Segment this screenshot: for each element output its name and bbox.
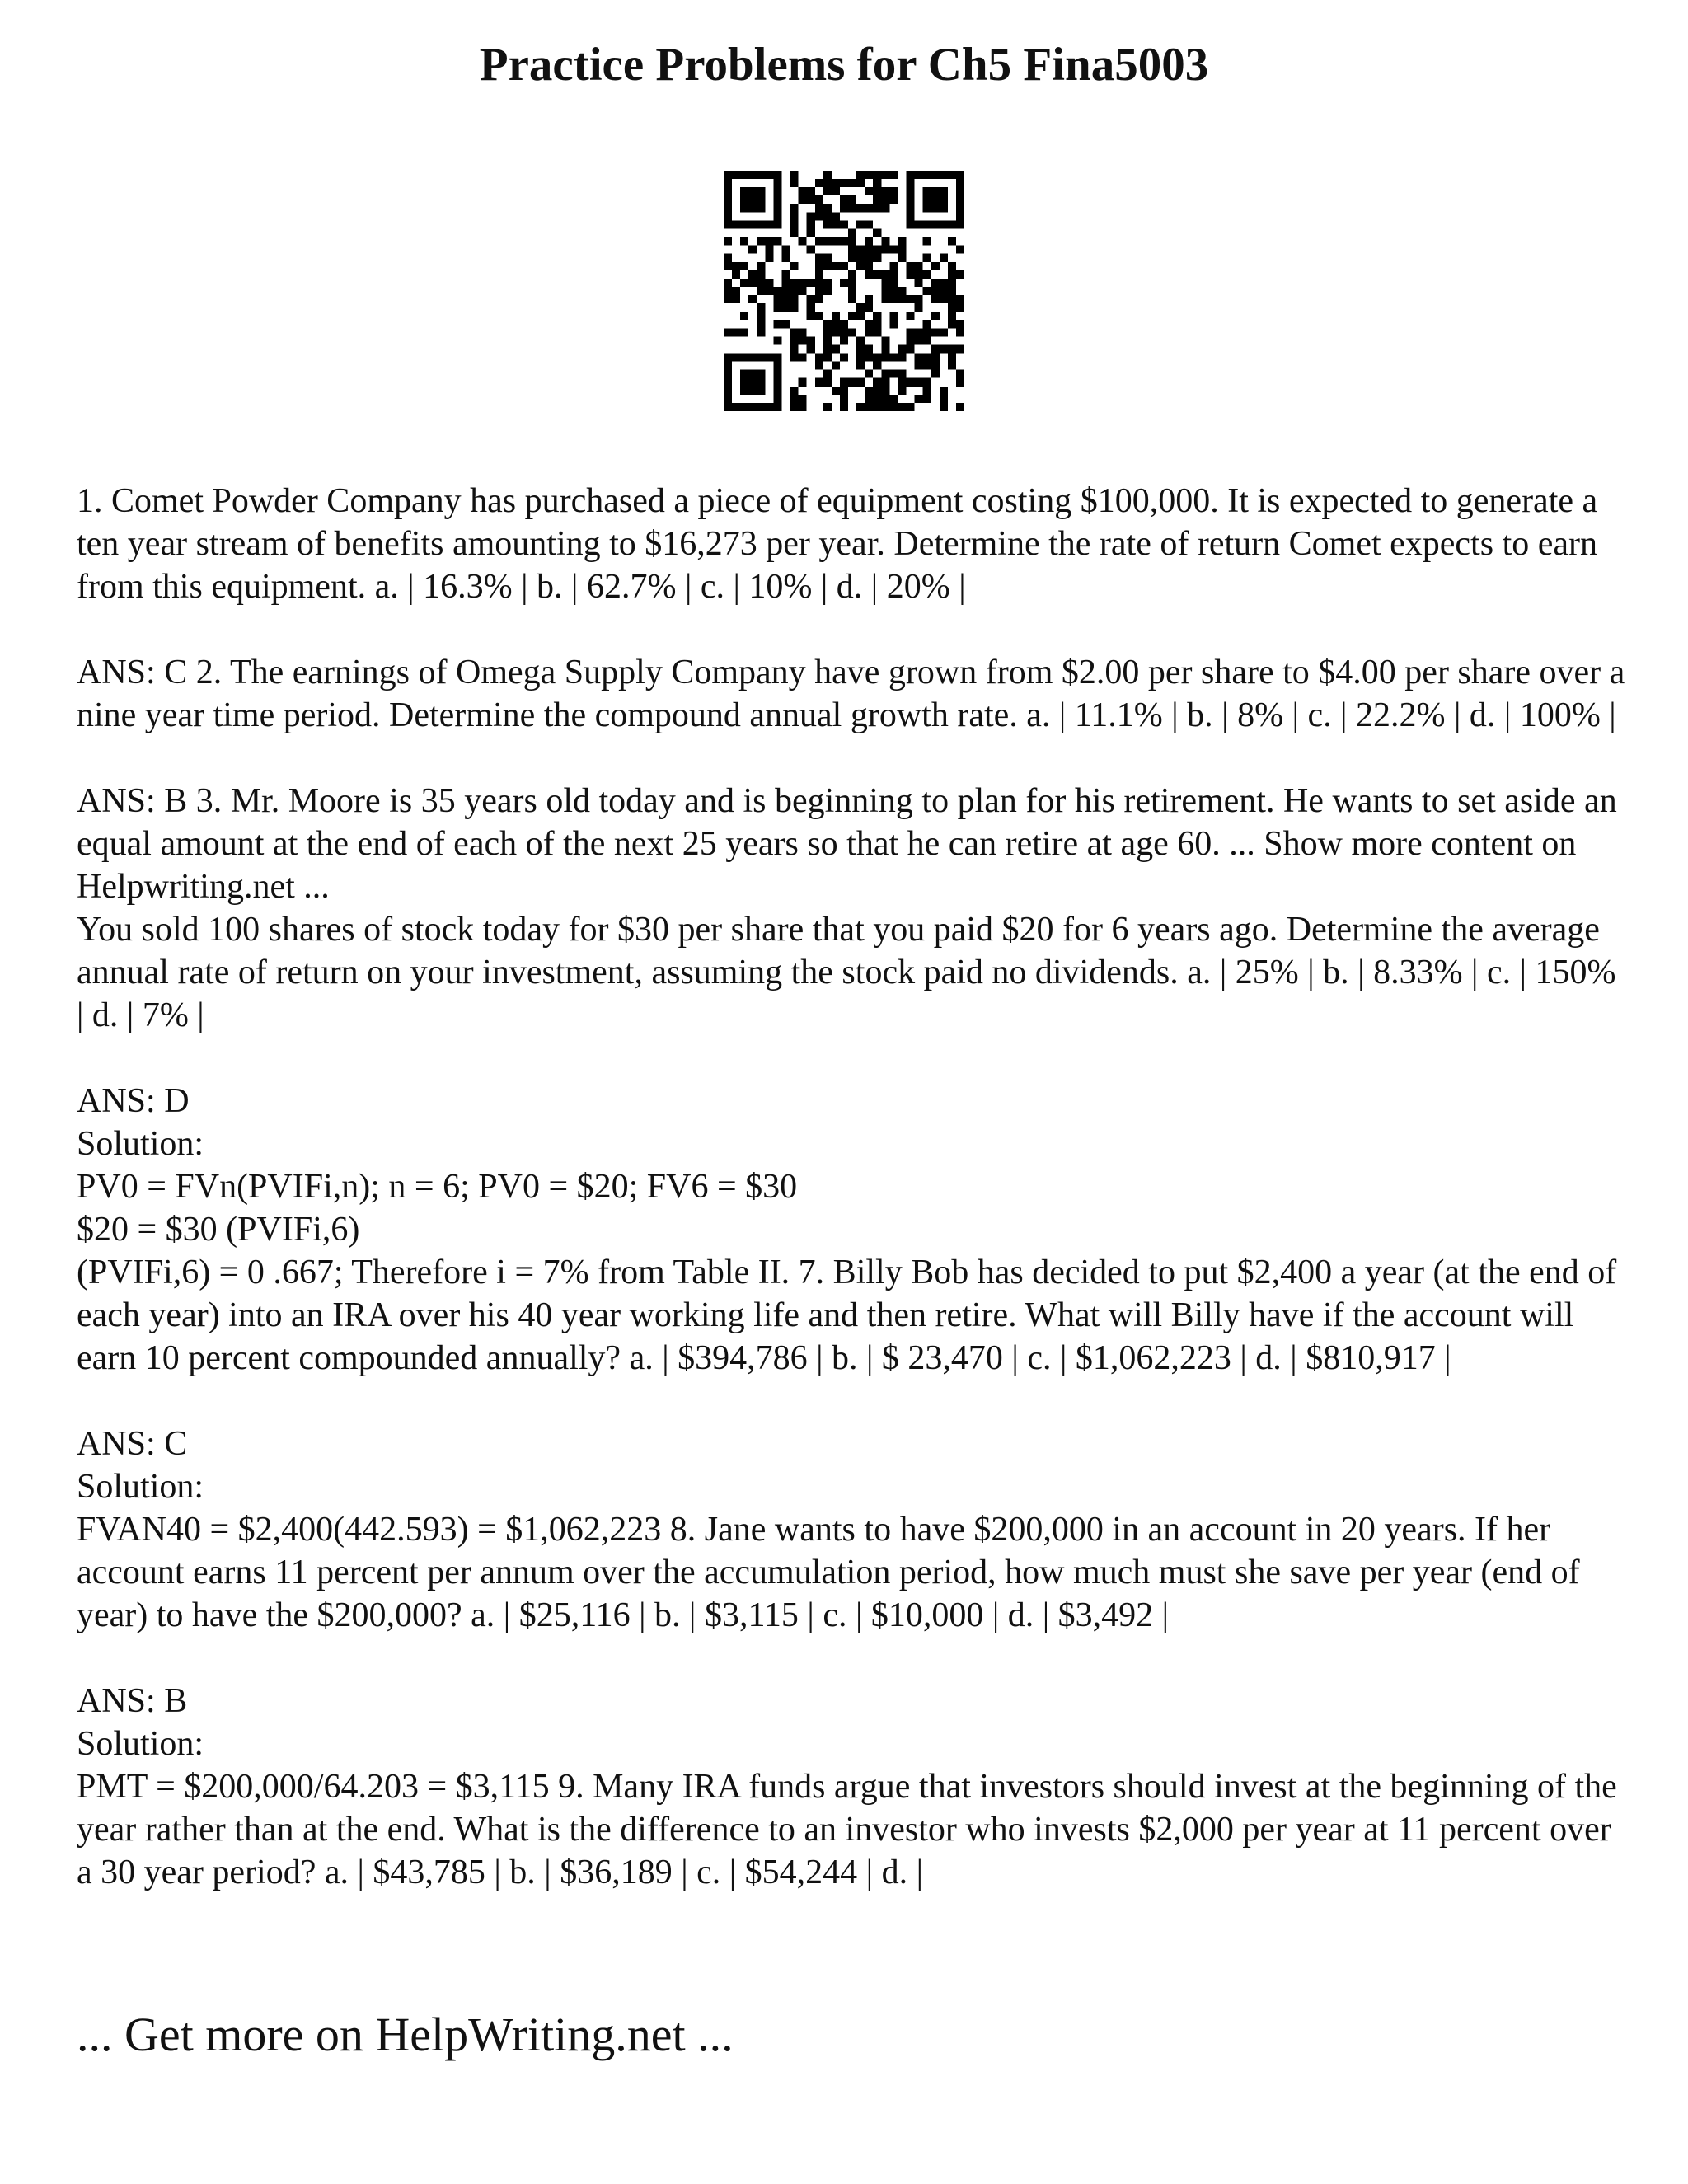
document-body [77, 480, 1626, 1937]
answer-label: ANS: B [77, 1682, 188, 1720]
solution-label: Solution: [77, 1125, 204, 1163]
solution-line: PV0 = FVn(PVIFi,n); n = 6; PV0 = $20; FV6 = $30 [77, 1168, 798, 1206]
question-stock-paragraph: You sold 100 shares of stock today for $30 per share that you paid $20 for 6 years ago. Determine the average annual rate of return on your investment, assuming the stock paid no dividends. a. | 25% | b. | 8.33% | c. | 150% | d. | 7% | [77, 911, 1616, 1034]
solution-label: Solution: [77, 1468, 204, 1506]
solution-line: FVAN40 = $2,400(442.593) = $1,062,223 8. Jane wants to have $200,000 in an account in 20 years. If her account earns 11 percent per annum over the accumulation period, how much must she save per year (end of year) to have the $200,000? a. | $25,116 | b. | $3,115 | c. | $10,000 | d. | $3,492 | [77, 1511, 1580, 1634]
answer-label: ANS: C [77, 1425, 188, 1463]
question-3-paragraph: ANS: B 3. Mr. Moore is 35 years old today and is beginning to plan for his retirement. He wants to set aside an equal amount at the end of each of the next 25 years so that he can retire at age 60. ... Show more content on Helpwriting.net ... [77, 782, 1617, 906]
solution-line: PMT = $200,000/64.203 = $3,115 9. Many IRA funds argue that investors should invest at the beginning of the year rather than at the end. What is the difference to an investor who invests $2,000 per year at 11 percent over a 30 year period? a. | $43,785 | b. | $36,189 | c. | $54,244 | d. | [77, 1768, 1617, 1891]
question-2-paragraph: ANS: C 2. The earnings of Omega Supply Company have grown from $2.00 per share to $4.00 per share over a nine year time period. Determine the compound annual growth rate. a. | 11.1% | b. | 8% | c. | 22.2% | d. | 100% | [77, 654, 1625, 734]
solution-line: (PVIFi,6) = 0 .667; Therefore i = 7% from Table II. 7. Billy Bob has decided to put $2,400 a year (at the end of each year) into an IRA over his 40 year working life and then retire. What will Billy have if the account will earn 10 percent compounded annually? a. | $394,786 | b. | $ 23,470 | c. | $1,062,223 | d. | $810,917 | [77, 1254, 1617, 1377]
solution-label: Solution: [77, 1725, 204, 1763]
page-title: Practice Problems for Ch5 Fina5003 [479, 39, 1209, 91]
solution-line: $20 = $30 (PVIFi,6) [77, 1211, 360, 1249]
answer-label: ANS: D [77, 1082, 190, 1120]
qr-code-icon [724, 171, 964, 411]
answer-block-b [77, 1680, 1626, 1894]
qr-code-graphic [724, 171, 964, 411]
footer-link-text[interactable]: ... Get more on HelpWriting.net ... [77, 2008, 734, 2061]
answer-block-d [77, 1080, 1626, 1380]
answer-block-c [77, 1422, 1626, 1637]
question-1-paragraph: 1. Comet Powder Company has purchased a piece of equipment costing $100,000. It is expected to generate a ten year stream of benefits amounting to $16,273 per year. Determine the rate of return Comet expects to earn from this equipment. a. | 16.3% | b. | 62.7% | c. | 10% | d. | 20% | [77, 482, 1598, 606]
